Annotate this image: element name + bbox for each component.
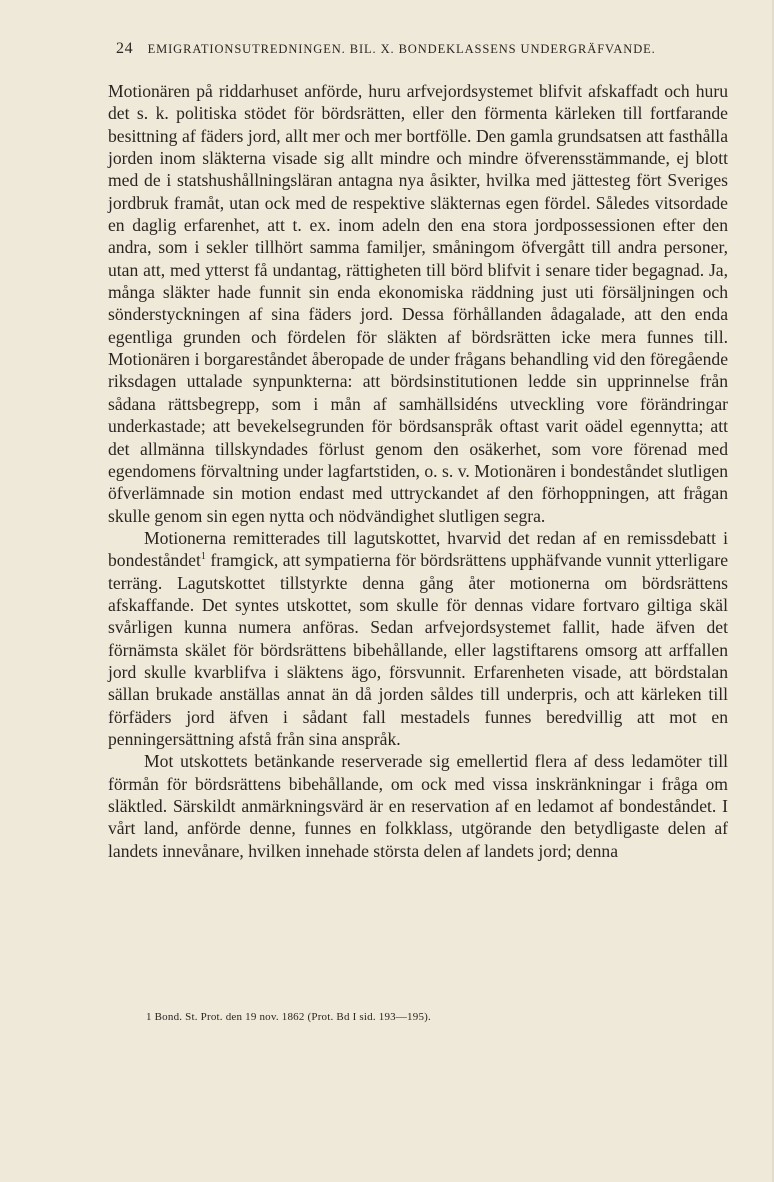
paragraph-2-part-a: Motionerna remitterades till lagutskottet, hvarvid det redan af en remissdebatt i bondeståndet xyxy=(108,527,728,571)
footnote-marker: 1 xyxy=(200,551,206,563)
paragraph-3: Mot utskottets betänkande reserverade sig emellertid flera af dess ledamöter till förmån för bördsrättens bibehållande, om ock med vissa inskränkningar i fråga om släktled. Särskildt anmärkningsvärd är en reservation af en ledamot af bondeståndet. I vårt land, anförde denne, funnes en folkklass, utgörande den betydligaste delen af landets innevånare, hvilken innehade största delen af landets jord; denna xyxy=(108,751,728,861)
page-number: 24 xyxy=(116,40,134,57)
running-title: EMIGRATIONSUTREDNINGEN. BIL. X. BONDEKLASSENS UNDERGRÄFVANDE. xyxy=(147,42,656,56)
paragraph-2 xyxy=(108,527,728,750)
running-header xyxy=(116,40,728,62)
paragraph-1: Motionären på riddarhuset anförde, huru arfvejordsystemet blifvit afskaffadt och huru det s. k. politiska stödet för bördsrätten, eller den förmenta kärleken till fortfarande besittning af fäders jord, allt mer och mer bortfölle. Den gamla grundsatsen att fasthålla jorden inom släkterna visade sig allt mindre och mindre öfverensstämmande, ej blott med de i statshushållningsläran antagna nya åsikter, hvilka med jättesteg fört Sveriges jordbruk framåt, utan ock med de respektive släkternas egen fördel. Således vitsordade en daglig erfarenhet, att t. ex. inom adeln den ena stora jordpossessionen efter den andra, som i sekler tillhört samma familjer, småningom öfvergått till andra personer, utan att, med ytterst få undantag, rättigheten till börd blifvit i senare tider begagnad. Ja, många släkter hade funnit sin enda ekonomiska räddning just uti försäljningen och sönderstyckningen af sina fäders jord. Dessa förhållanden ådagalade, att den enda egentliga grunden och fördelen för släkten af bördsrätten icke mera funnes till. Motionären i borgareståndet åberopade de under frågans behandling vid den föregående riksdagen uttalade synpunkterna: att bördsinstitutionen ledde sin upprinnelse från sådana rättsbegrepp, som i mån af samhällsidéns utveckling vore förändringar underkastade; att bevekelsegrunden för bördsanspråk oftast varit oädel egennytta; att det allmänna tillskyndades förlust genom den osäkerhet, som vore förenad med egendomens förvaltning under lagfartstiden, o. s. v. Motionären i bondeståndet slutligen öfverlämnade sin motion endast med uttryckandet af den förhoppningen, att frågan skulle genom sin egen nytta och nödvändighet slutligen segra. xyxy=(108,81,728,526)
body-text xyxy=(108,80,728,862)
footnote: 1 Bond. St. Prot. den 19 nov. 1862 (Prot. Bd I sid. 193—195). xyxy=(146,1011,431,1023)
paragraph-2-part-b: framgick, att sympatierna för bördsrättens upphäfvande vunnit ytterligare terräng. Lagutskottet tillstyrkte denna gång åter motionerna om bördsrättens afskaffande. Det syntes utskottet, som skulle för dennas vidare fortvaro giltiga skäl svårligen kunna numera anföras. Sedan arfvejordsystemet fallit, hade äfven det förnämsta skälet för bördsrättens bibehållande, eller lagstiftarens omsorg att arffallen jord skulle kvarblifva i släktens ägo, försvunnit. Erfarenheten visade, att bördstalan sällan brukade anställas annat än då jorden såldes till underpris, och att kärleken till förfäders jord äfven i sådant fall mestadels funnes beredvillig att mot en penningersättning afstå från sina anspråk. xyxy=(108,550,728,749)
